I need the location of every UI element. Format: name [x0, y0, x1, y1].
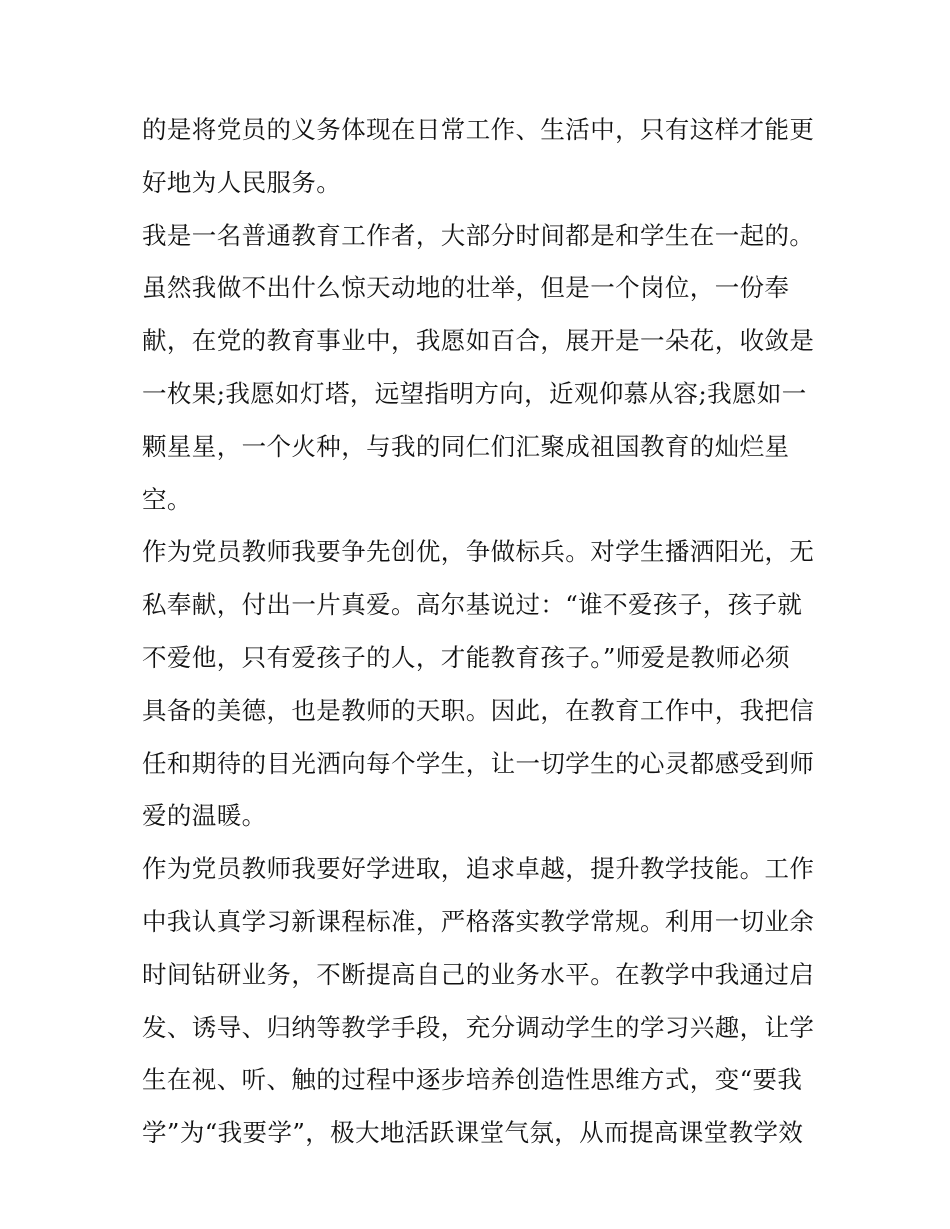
text-line: 一枚果;我愿如灯塔，远望指明方向，近观仰慕从容;我愿如一 — [142, 378, 807, 408]
text-line: 虽然我做不出什么惊天动地的壮举，但是一个岗位，一份奉 — [142, 273, 790, 303]
text-line: 的是将党员的义务体现在日常工作、生活中，只有这样才能更 — [142, 115, 815, 144]
text-line: 时间钻研业务，不断提高自己的业务水平。在教学中我通过启 — [142, 959, 815, 989]
text-line: 任和期待的目光洒向每个学生，让一切学生的心灵都感受到师 — [142, 748, 815, 778]
text-line: 作为党员教师我要争先创优，争做标兵。对学生播洒阳光，无 — [142, 537, 815, 567]
text-line: 私奉献，付出一片真爱。高尔基说过：“谁不爱孩子，孩子就 — [142, 590, 803, 620]
text-line: 学”为“我要学”，极大地活跃课堂气氛，从而提高课堂教学效 — [142, 1118, 804, 1148]
text-line: 具备的美德，也是教师的天职。因此，在教育工作中，我把信 — [142, 695, 815, 725]
text-line: 爱的温暖。 — [142, 801, 267, 831]
text-line: 空。 — [142, 484, 192, 514]
text-line: 颗星星，一个火种，与我的同仁们汇聚成祖国教育的灿烂星 — [142, 431, 790, 461]
text-line: 发、诱导、归纳等教学手段，充分调动学生的学习兴趣，让学 — [142, 1012, 815, 1042]
body-text — [142, 104, 832, 1160]
text-line: 我是一名普通教育工作者，大部分时间都是和学生在一起的。 — [142, 220, 815, 250]
text-line: 不爱他，只有爱孩子的人，才能教育孩子。”师爱是教师必须 — [142, 642, 791, 672]
text-line: 好地为人民服务。 — [142, 167, 342, 197]
text-line: 献，在党的教育事业中，我愿如百合，展开是一朵花，收敛是 — [142, 326, 815, 356]
text-line: 中我认真学习新课程标准，严格落实教学常规。利用一切业余 — [142, 906, 815, 936]
text-line: 作为党员教师我要好学进取，追求卓越，提升教学技能。工作 — [142, 854, 815, 884]
text-line: 生在视、听、触的过程中逐步培养创造性思维方式，变“要我 — [142, 1065, 803, 1095]
